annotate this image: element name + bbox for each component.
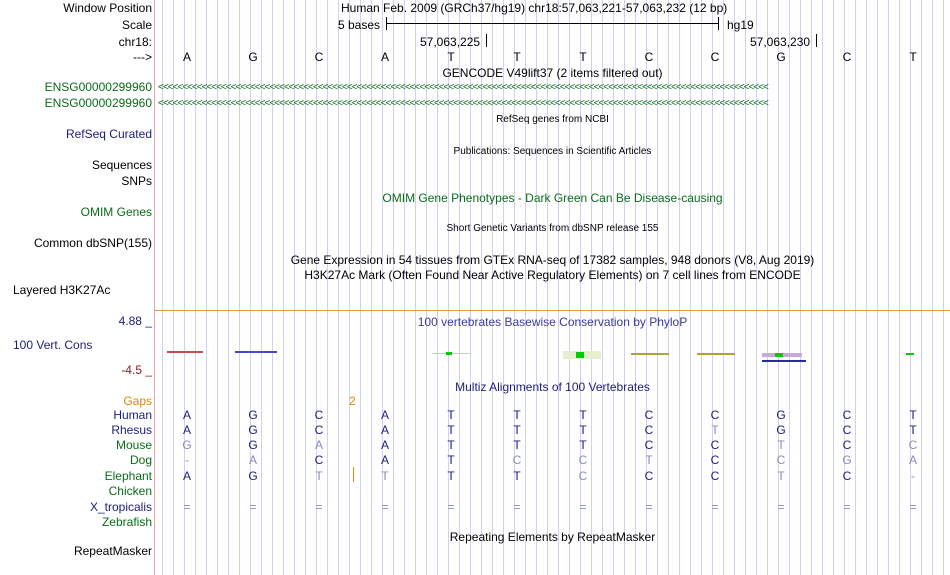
aligned-base: A [182, 469, 191, 483]
dna-base: T [579, 50, 587, 64]
gencode-track-title[interactable]: GENCODE V49lift37 (2 items filtered out) [442, 66, 663, 80]
aligned-base: = [579, 500, 587, 514]
dna-base: C [314, 50, 324, 64]
aligned-base: = [447, 500, 455, 514]
phylop-track-title[interactable]: 100 vertebrates Basewise Conservation by PhyloP [417, 315, 688, 329]
scale-bar [387, 23, 718, 24]
aligned-base: G [776, 423, 786, 437]
aligned-base: T [579, 423, 587, 437]
conservation-mark [167, 351, 203, 353]
aligned-base: C [314, 453, 324, 467]
label-window-position: Window Position [63, 1, 152, 15]
aligned-base: T [513, 438, 521, 452]
dna-base: C [644, 50, 654, 64]
track-label-refseq[interactable]: RefSeq Curated [65, 127, 152, 141]
conservation-mark [762, 360, 806, 362]
dna-base: G [248, 50, 258, 64]
conservation-mark [906, 353, 914, 355]
aligned-base: A [380, 438, 389, 452]
aligned-base: A [380, 453, 389, 467]
gtex-track-title[interactable]: Gene Expression in 54 tissues from GTEx RNA-seq of 17382 samples, 948 donors (V8, Aug 2019) [290, 253, 815, 267]
aligned-base: T [579, 408, 587, 422]
aligned-base: C [776, 453, 786, 467]
aligned-base: T [381, 469, 389, 483]
aligned-base: = [315, 500, 323, 514]
aligned-base: = [843, 500, 851, 514]
conservation-mark [576, 352, 584, 358]
aligned-base: T [909, 408, 917, 422]
gap-count: 2 [349, 394, 356, 408]
species-label[interactable]: X_tropicalis [89, 500, 152, 514]
label-scale: Scale [121, 18, 152, 32]
aligned-base: C [644, 438, 654, 452]
dna-base: T [447, 50, 455, 64]
aligned-base: T [513, 469, 521, 483]
aligned-base: T [513, 423, 521, 437]
species-label[interactable]: Mouse [115, 438, 152, 452]
conservation-mark [446, 352, 452, 355]
species-label[interactable]: Zebrafish [101, 515, 152, 529]
h3k27ac-signal-line [155, 310, 950, 311]
publications-track-title[interactable]: Publications: Sequences in Scientific Articles [453, 146, 652, 157]
dna-base: T [513, 50, 521, 64]
aligned-base: T [447, 453, 455, 467]
conservation-mark [697, 353, 735, 355]
aligned-base: C [842, 469, 852, 483]
aligned-base: G [776, 408, 786, 422]
h3k27ac-track-title[interactable]: H3K27Ac Mark (Often Found Near Active Regulatory Elements) on 7 cell lines from ENCODE [304, 268, 801, 282]
aligned-base: C [644, 423, 654, 437]
aligned-base: T [909, 423, 917, 437]
conservation-mark [235, 351, 277, 353]
aligned-base: = [513, 500, 521, 514]
dna-base: T [909, 50, 917, 64]
aligned-base: = [183, 500, 191, 514]
coordinate-label-2: 57,063,230 [750, 35, 811, 49]
aligned-base: C [644, 469, 654, 483]
dna-base: C [842, 50, 852, 64]
omim-track-title[interactable]: OMIM Gene Phenotypes - Dark Green Can Be Disease-causing [382, 191, 723, 205]
aligned-base: A [380, 423, 389, 437]
multiz-track-title[interactable]: Multiz Alignments of 100 Vertebrates [455, 380, 650, 394]
aligned-base: A [908, 453, 917, 467]
species-label[interactable]: Rhesus [111, 423, 152, 437]
aligned-base: = [249, 500, 257, 514]
aligned-base: G [248, 469, 258, 483]
gap-marker [353, 467, 354, 482]
track-label-vert-cons[interactable]: 100 Vert. Cons [13, 338, 93, 352]
aligned-base: T [777, 438, 785, 452]
species-label[interactable]: Chicken [108, 484, 152, 498]
aligned-base: C [710, 469, 720, 483]
aligned-base: = [909, 500, 917, 514]
aligned-base: C [578, 469, 588, 483]
aligned-base: G [248, 408, 258, 422]
aligned-base: T [777, 469, 785, 483]
aligned-base: C [512, 453, 522, 467]
assembly-label: hg19 [727, 18, 754, 32]
species-label[interactable]: Elephant [104, 469, 152, 483]
track-label-gene-1[interactable]: ENSG00000299960 [44, 80, 152, 94]
aligned-base: C [578, 453, 588, 467]
aligned-base: = [711, 500, 719, 514]
aligned-base: T [579, 438, 587, 452]
aligned-base: - [185, 453, 189, 467]
aligned-base: = [381, 500, 389, 514]
aligned-base: C [842, 408, 852, 422]
aligned-base: G [248, 438, 258, 452]
aligned-base: C [908, 438, 918, 452]
aligned-base: C [710, 408, 720, 422]
aligned-base: = [645, 500, 653, 514]
aligned-base: C [842, 438, 852, 452]
aligned-base: C [644, 408, 654, 422]
aligned-base: C [842, 423, 852, 437]
aligned-base: A [182, 408, 191, 422]
track-label-snps[interactable]: SNPs [121, 174, 152, 188]
aligned-base: T [711, 423, 719, 437]
species-label[interactable]: Dog [129, 453, 152, 467]
y-axis-min: -4.5 _ [121, 363, 152, 377]
refseq-track-title[interactable]: RefSeq genes from NCBI [496, 114, 609, 125]
label-separator [154, 0, 155, 575]
label-chromosome: chr18: [118, 35, 152, 49]
position-title: Human Feb. 2009 (GRCh37/hg19) chr18:57,063,221-57,063,232 (12 bp) [341, 1, 728, 15]
aligned-base: A [314, 438, 323, 452]
coordinate-label-1: 57,063,225 [420, 35, 481, 49]
aligned-base: C [710, 453, 720, 467]
conservation-mark [775, 353, 783, 357]
label-strand-arrow: ---> [133, 50, 152, 64]
gene-feature-2[interactable]: <<<<<<<<<<<<<<<<<<<<<<<<<<<<<<<<<<<<<<<<<<<<<<<<<<<<<<<<<<<<<<<<<<<<<<<<<<<<<<<<<<<<<<<<<<<<<<<<<<<<<<<<<<<<<<<<<<<<<<<<<<<<<< [158, 99, 768, 109]
aligned-base: A [248, 453, 257, 467]
aligned-base: C [710, 438, 720, 452]
scale-bar-right-tick [718, 17, 719, 30]
aligned-base: G [842, 453, 852, 467]
aligned-base: C [314, 408, 324, 422]
aligned-base: C [314, 423, 324, 437]
repeatmasker-track-title[interactable]: Repeating Elements by RepeatMasker [449, 530, 656, 544]
aligned-base: T [447, 423, 455, 437]
aligned-base: G [248, 423, 258, 437]
conservation-mark [631, 353, 669, 355]
track-label-h3k27ac[interactable]: Layered H3K27Ac [13, 283, 111, 297]
dna-base: A [182, 50, 191, 64]
aligned-base: T [447, 408, 455, 422]
species-label[interactable]: Human [113, 408, 152, 422]
aligned-base: T [645, 453, 653, 467]
dbsnp-track-title[interactable]: Short Genetic Variants from dbSNP release 155 [446, 223, 659, 234]
dna-base: G [776, 50, 786, 64]
track-label-dbsnp[interactable]: Common dbSNP(155) [33, 236, 152, 250]
coordinate-tick-1 [486, 34, 487, 47]
aligned-base: T [447, 469, 455, 483]
aligned-base: T [315, 469, 323, 483]
coordinate-tick-2 [816, 34, 817, 47]
dna-base: A [380, 50, 389, 64]
gene-feature-1[interactable]: <<<<<<<<<<<<<<<<<<<<<<<<<<<<<<<<<<<<<<<<<<<<<<<<<<<<<<<<<<<<<<<<<<<<<<<<<<<<<<<<<<<<<<<<<<<<<<<<<<<<<<<<<<<<<<<<<<<<<<<<<<<<<< [158, 83, 768, 93]
dna-base: C [710, 50, 720, 64]
track-label-omim[interactable]: OMIM Genes [80, 205, 152, 219]
aligned-base: G [182, 438, 192, 452]
aligned-base: = [777, 500, 785, 514]
aligned-base: T [513, 408, 521, 422]
scale-text: 5 bases [338, 18, 381, 32]
track-label-sequences[interactable]: Sequences [91, 158, 152, 172]
track-label-repeatmasker[interactable]: RepeatMasker [73, 544, 152, 558]
aligned-base: A [380, 408, 389, 422]
aligned-base: A [182, 423, 191, 437]
aligned-base: T [447, 438, 455, 452]
track-label-gaps: Gaps [123, 394, 152, 408]
aligned-base: - [911, 469, 915, 483]
y-axis-max: 4.88 _ [118, 314, 152, 328]
track-label-gene-2[interactable]: ENSG00000299960 [44, 96, 152, 110]
